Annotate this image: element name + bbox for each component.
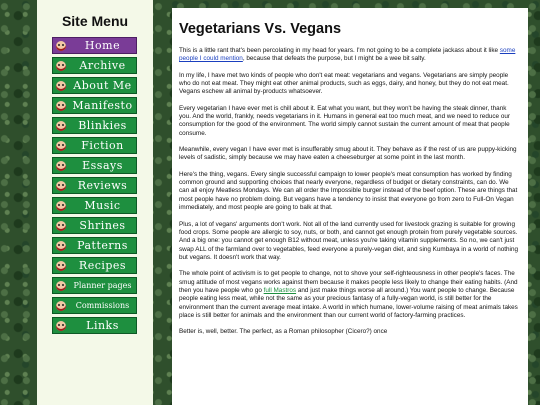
paragraph-3: Every vegetarian I have ever met is chill about it. Eat what you want, but they won't be having the steak dinner, thank you. And the world, frankly, needs vegetarians in it. Humans in general eat too much meat, and we need to reduce our consumption for the good of the environment. The world simply cannot sustain the current amount of meat that people consume.: [179, 104, 511, 137]
menu-item-manifesto[interactable]: [52, 97, 137, 114]
menu-item-essays[interactable]: [52, 157, 137, 174]
menu-item-label: Music: [84, 199, 121, 212]
face-icon: [56, 181, 66, 191]
paragraph-8: Better is, well, better. The perfect, as a Roman philosopher (Cicero?) once: [179, 328, 388, 336]
sidebar: [37, 0, 153, 405]
face-icon: [56, 301, 66, 311]
face-icon: [56, 61, 66, 71]
menu-item-label: Blinkies: [78, 119, 127, 132]
face-icon: [56, 261, 66, 271]
menu-item-label: Essays: [82, 159, 123, 172]
paragraph-7-text-b: and just make things worse all around.) You want people to change. Because people eating less meat, while not the same as your precious fantasy of a fully-vegan world, is still better for the environment than the current average meat intake. A world in which humane, lower-volume raising of meat animals takes place is still better for animals and the environment than our current world of factory-farming practices.: [179, 286, 518, 319]
paragraph-6: Plus, a lot of vegans' arguments don't work. Not all of the land currently used for livestock grazing is suitable for growing food crops. Some people are allergic to soy, nuts, or both, and cannot get enough protein from purely vegetable sources. And a big one: you cannot get enough B12 without meat, unless you're taking vitamin supplements. So no, we can't just swap ALL of the farmland over to vegetables, feed everyone a purely-vegan diet, and sing Kumbaya in a world of nothing but vegans. It doesn't work that way.: [179, 220, 519, 261]
face-icon: [56, 241, 66, 251]
menu-item-label: Shrines: [79, 219, 126, 232]
paragraph-4: Meanwhile, every vegan I have ever met is insufferably smug about it. They behave as if the rest of us are puppy-kicking levels of sadistic, simply because we may have eaten a cheeseburger at some point in the last month.: [179, 146, 517, 162]
menu-item-shrines[interactable]: [52, 217, 137, 234]
menu-item-commissions[interactable]: [52, 297, 137, 314]
face-icon: [56, 101, 66, 111]
menu-item-blinkies[interactable]: [52, 117, 137, 134]
menu-item-label: Archive: [79, 59, 126, 72]
menu-item-patterns[interactable]: [52, 237, 137, 254]
main-content: [172, 8, 528, 405]
paragraph-7: [179, 270, 520, 320]
menu-item-planner-pages[interactable]: [52, 277, 137, 294]
face-icon: [56, 321, 66, 331]
menu-item-label: Reviews: [77, 179, 128, 192]
some-people-link[interactable]: some people I could mention: [179, 47, 516, 63]
paragraph-5: Here's the thing, vegans. Every single successful campaign to lower people's meat consumption has worked by finding common ground and supporting choices that nearly everyone, regardless of budget or dietary constraints, can do. We can all enjoy Meatless Mondays. We can all order the Impossible burger instead of the beef option. These are things that most people have no problem doing. But vegans have a tendency to insist that everyone go from zero to Full-On Vegan immediately, and most people are going to balk at that.: [179, 170, 518, 212]
site-menu: [37, 37, 153, 334]
paragraph-1-text-a: This is a little rant that's been percolating in my head for years. I'm not going to be a complete jackass about it like: [179, 47, 500, 54]
paragraph-1-text-b: , because that defeats the purpose, but I might be a wee bit salty.: [242, 55, 426, 63]
menu-item-label: About Me: [73, 79, 132, 92]
face-icon: [56, 221, 66, 231]
menu-item-label: Recipes: [78, 259, 127, 272]
menu-item-home[interactable]: [52, 37, 137, 54]
paragraph-2: In my life, I have met two kinds of people who don't eat meat: vegetarians and vegans. Vegetarians are simply people who do not eat meat. They might eat other animal products, such as eggs, dairy, and honey, but they do not eat meat. Vegans eschew all animal by-products whatsoever.: [179, 71, 509, 96]
menu-item-music[interactable]: [52, 197, 137, 214]
face-icon: [56, 41, 66, 51]
menu-item-label: Planner pages: [73, 281, 132, 290]
menu-item-links[interactable]: [52, 317, 137, 334]
sidebar-title: Site Menu: [61, 13, 129, 29]
menu-item-recipes[interactable]: [52, 257, 137, 274]
face-icon: [56, 141, 66, 151]
menu-item-archive[interactable]: [52, 57, 137, 74]
menu-item-label: Commissions: [75, 301, 130, 310]
menu-item-label: Manifesto: [72, 99, 133, 112]
menu-item-label: Patterns: [77, 239, 128, 252]
face-icon: [56, 81, 66, 91]
menu-item-label: Home: [84, 39, 121, 52]
menu-item-fiction[interactable]: [52, 137, 137, 154]
full-mastros-link[interactable]: full Mastros: [263, 286, 297, 294]
paragraph-1: [179, 47, 520, 64]
menu-item-about-me[interactable]: [52, 77, 137, 94]
face-icon: [56, 161, 66, 171]
menu-item-label: Links: [86, 319, 119, 332]
menu-item-label: Fiction: [81, 139, 124, 152]
face-icon: [56, 201, 66, 211]
paragraph-7-text-a: The whole point of activism is to get people to change, not to shove your self-righteousness in other people's faces. The smug attitude of most vegans works against them because it makes people less likely to change their eating habits. (And then you have people who go: [179, 270, 518, 294]
menu-item-reviews[interactable]: [52, 177, 137, 194]
face-icon: [56, 281, 66, 291]
page-title: Vegetarians Vs. Vegans: [179, 21, 342, 37]
face-icon: [56, 121, 66, 131]
